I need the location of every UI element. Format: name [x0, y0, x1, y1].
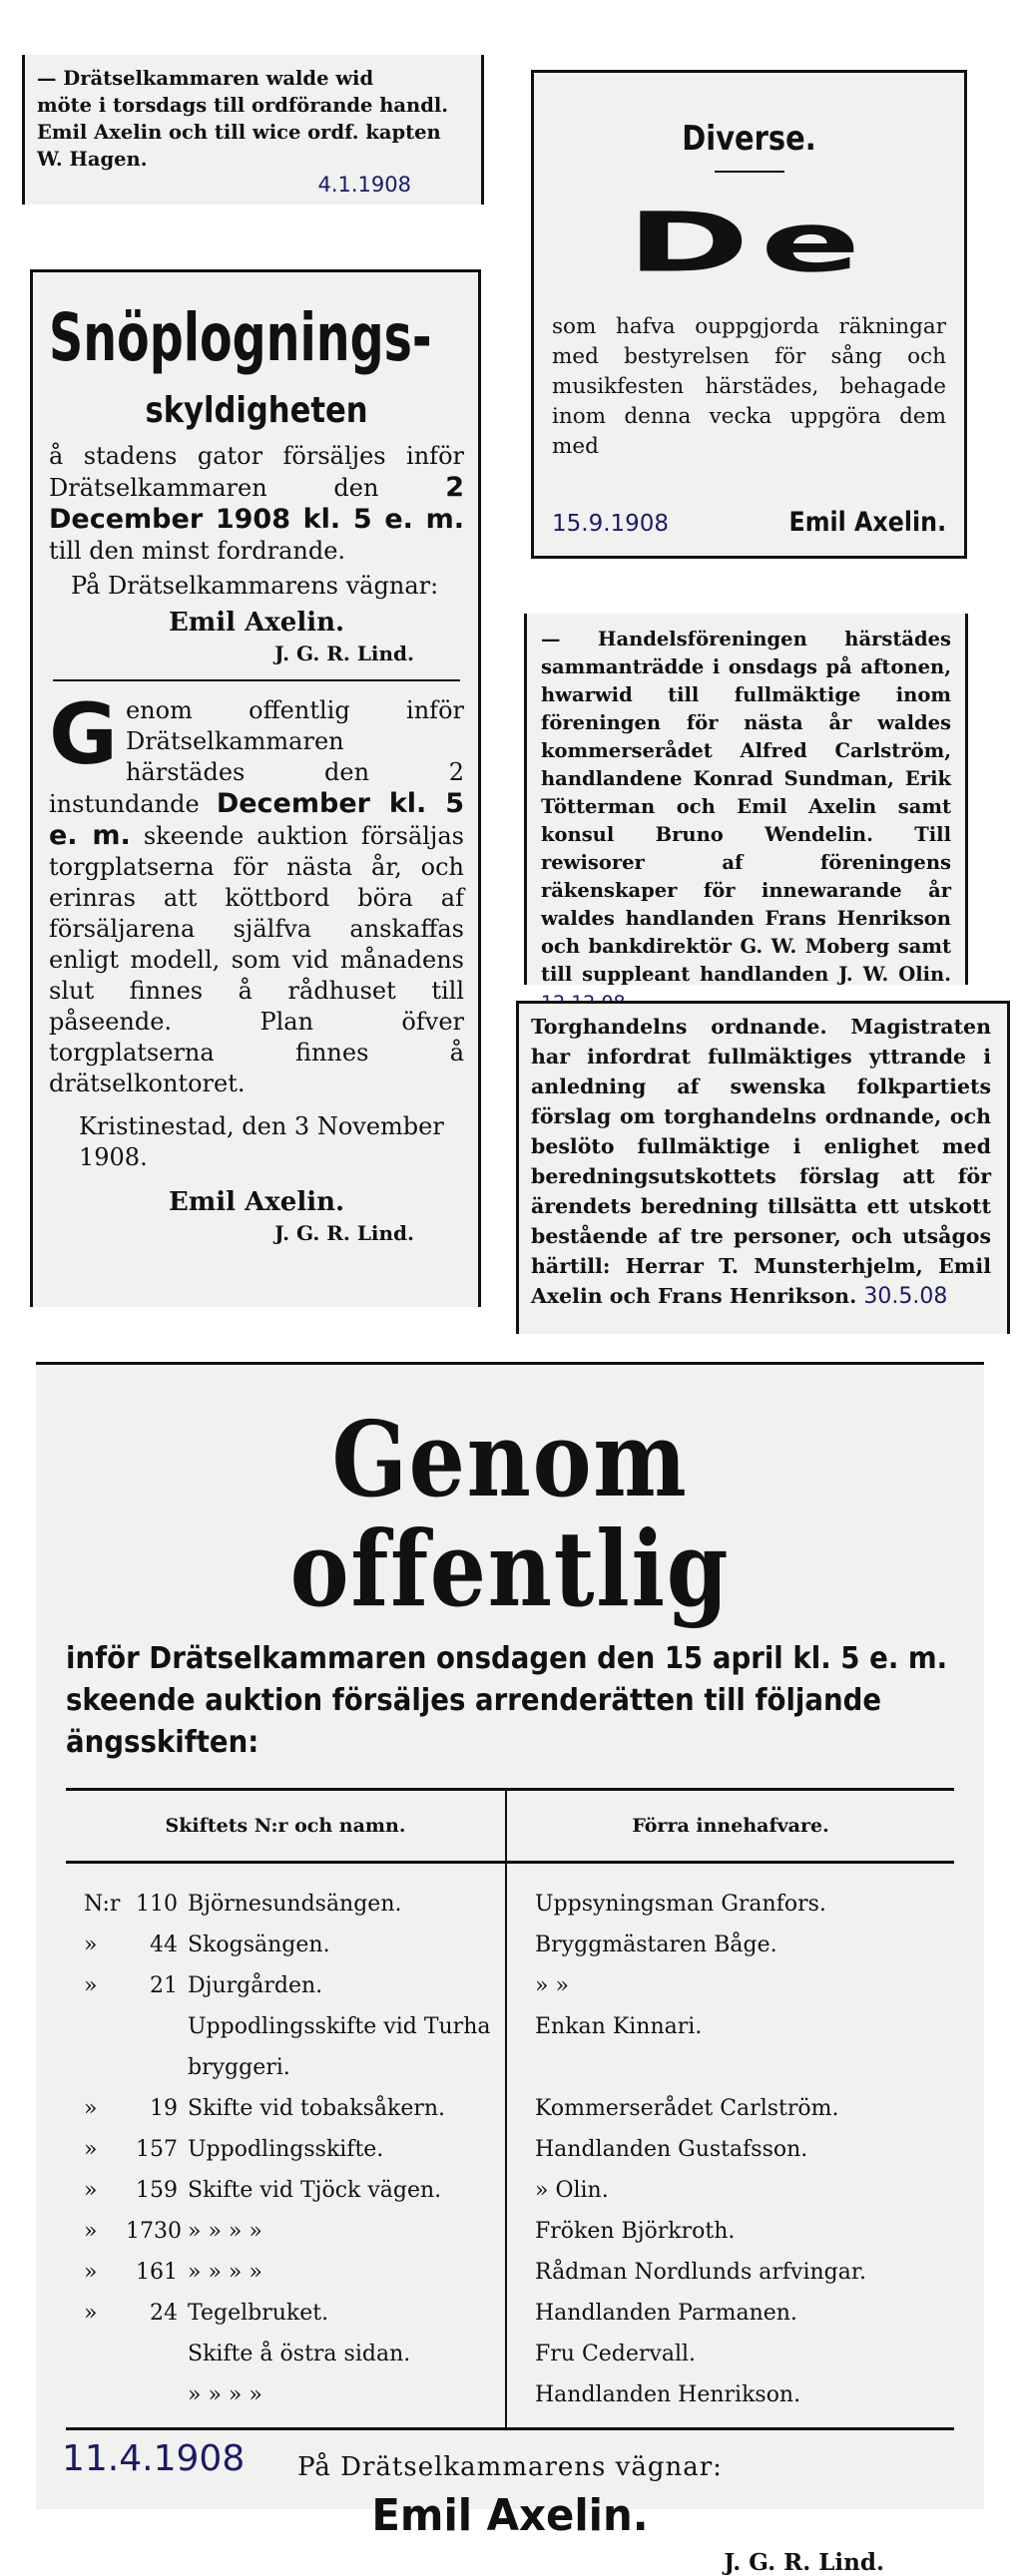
notice-body: som hafva ouppgjorda räkningar med bestyrelsen för sång och musikfesten härstädes, behagade inom denna vecka uppgöra dem med	[552, 314, 946, 459]
row-name: Uppodlingsskifte.	[188, 2137, 384, 2162]
signature-name: Emil Axelin.	[168, 608, 345, 638]
row-owner: » Olin.	[535, 2178, 609, 2203]
body-text: till den minst fordrande.	[49, 537, 346, 565]
row-name: Uppodlingsskifte vid Turha	[188, 2014, 491, 2039]
row-name: Björnesundsängen.	[188, 1892, 402, 1917]
place-date-line: Kristinestad, den 3 November 1908.	[79, 1112, 444, 1171]
row-name: » » » »	[188, 2260, 262, 2285]
clipping-trade-association	[524, 614, 968, 985]
row-number: 157	[136, 2137, 178, 2162]
signature-name: Emil Axelin.	[371, 2490, 649, 2541]
table-row	[66, 2334, 954, 2374]
body-text: Torghandelns ordnande. Magistraten har infordrat fullmäktiges yttrande i anledning af swenska folkpartiets förslag om torghandelns ordnande, och beslöto fullmäktige i enlighet med beredningsutskottets förslag att för ärendets beredning tillsätta ett utskott bestående af tre personer, och utsågos härtill: Herrar T. Munsterhjelm, Emil Axelin och Frans Henrikson.	[531, 1015, 991, 1308]
row-owner: Fröken Björkroth.	[535, 2219, 736, 2244]
row-name: Skifte å östra sidan.	[188, 2342, 411, 2366]
behalf-line: På Drätselkammarens vägnar:	[297, 2452, 723, 2482]
row-owner: Kommerserådet Carlström.	[535, 2096, 839, 2121]
clipping-diverse-notice	[531, 70, 967, 559]
row-name: Skifte vid tobaksåkern.	[188, 2096, 446, 2121]
column-header: Förra innehafvare.	[632, 1815, 829, 1837]
row-number: 161	[136, 2260, 178, 2285]
table-row	[66, 2211, 954, 2252]
row-prefix: »	[84, 2260, 98, 2285]
row-prefix	[66, 2374, 126, 2415]
body-text: enom offentlig inför Drätselkammaren härstädes den 2 instundande	[49, 696, 464, 818]
advert-body	[49, 441, 464, 567]
row-number: 19	[150, 2096, 178, 2121]
advert-title: Snöplognings-	[49, 299, 432, 376]
row-owner: Handlanden Henrikson.	[535, 2382, 801, 2407]
body-text: å stadens gator försäljes inför Drätselkammaren den	[49, 442, 464, 502]
table-row	[66, 2088, 954, 2129]
row-number	[126, 2047, 188, 2088]
row-prefix: »	[84, 2178, 98, 2203]
news-body	[541, 626, 951, 1017]
row-prefix	[66, 2047, 126, 2088]
row-owner: » »	[535, 1973, 569, 1998]
meadow-table	[66, 1788, 954, 2430]
signature-secondary: J. G. R. Lind.	[724, 2549, 884, 2576]
advert-body	[49, 685, 464, 1099]
date-annotation: 11.4.1908	[62, 2438, 246, 2479]
notice-footer	[552, 507, 946, 538]
table-row	[66, 2170, 954, 2211]
advert-title: Genom offentlig	[289, 1398, 731, 1630]
advert-intro: inför Drätselkammaren onsdagen den 15 april kl. 5 e. m. skeende auktion försäljes arrenderätten till följande ängsskiften:	[66, 1641, 948, 1760]
row-number: 110	[136, 1892, 178, 1917]
row-owner: Bryggmästaren Båge.	[535, 1932, 777, 1957]
row-number: 159	[136, 2178, 178, 2203]
row-number	[126, 2334, 188, 2374]
divider	[715, 171, 784, 173]
row-number: 1730	[126, 2219, 182, 2244]
body-emphasis: 2 December 1908 kl. 5 e. m.	[49, 472, 464, 535]
row-owner	[505, 2047, 954, 2088]
date-annotation: 4.1.1908	[317, 173, 411, 197]
clipping-meadow-auction	[36, 1362, 984, 2576]
clipping-drätselkammaren-election	[22, 55, 484, 205]
table-row	[66, 1925, 954, 1965]
row-number: 21	[150, 1973, 178, 1998]
body-emphasis: December kl. 5 e. m.	[49, 788, 464, 851]
row-number	[126, 2006, 188, 2047]
row-name: bryggeri.	[188, 2055, 290, 2080]
signature-name: Emil Axelin.	[168, 1187, 345, 1217]
clipping-text-line: W. Hagen.	[37, 148, 148, 171]
clipping-market-trade	[516, 1001, 1010, 1334]
section-heading: Diverse.	[682, 119, 816, 159]
row-name: Tegelbruket.	[188, 2301, 329, 2326]
table-body	[66, 1864, 954, 2427]
row-owner: Fru Cedervall.	[535, 2342, 697, 2366]
signature-secondary: J. G. R. Lind.	[274, 1221, 414, 1245]
row-name: Djurgården.	[188, 1973, 323, 1998]
row-prefix: »	[84, 2137, 98, 2162]
table-header	[66, 1791, 954, 1864]
row-owner: Enkan Kinnari.	[535, 2014, 703, 2039]
date-annotation: 15.9.1908	[552, 511, 670, 537]
clipping-text-line: — Drätselkammaren walde wid	[37, 67, 374, 90]
behalf-line: På Drätselkammarens vägnar:	[71, 572, 439, 600]
table-row	[66, 2006, 954, 2047]
table-row	[66, 2252, 954, 2293]
row-prefix: »	[84, 1973, 98, 1998]
row-prefix	[66, 2006, 126, 2047]
drop-cap: G	[49, 685, 118, 783]
row-prefix: »	[84, 2301, 98, 2326]
row-number	[126, 2374, 188, 2415]
row-prefix	[66, 2334, 126, 2374]
clipping-text-line: möte i torsdags till ordförande handl.	[37, 94, 449, 117]
table-row	[66, 1884, 954, 1925]
row-number: 24	[150, 2301, 178, 2326]
row-name: » » » »	[188, 2382, 262, 2407]
table-row	[66, 2293, 954, 2334]
row-name: Skogsängen.	[188, 1932, 330, 1957]
row-owner: Handlanden Gustafsson.	[535, 2137, 808, 2162]
table-row	[66, 2129, 954, 2170]
table-row	[66, 2374, 954, 2415]
row-prefix: »	[84, 2219, 98, 2244]
row-owner: Uppsyningsman Granfors.	[535, 1892, 826, 1917]
body-text: skeende auktion försäljas torgplatserna för nästa år, och erinras att köttbord böra af försäljarena själfva anskaffas enligt modell, som vid månadens slut finnes å rådhuset till påseende. Plan öfver torgplatserna finnes å drätselkontoret.	[49, 822, 464, 1097]
row-prefix: »	[84, 1932, 98, 1957]
row-owner: Rådman Nordlunds arfvingar.	[535, 2260, 866, 2285]
signature-name: Emil Axelin.	[788, 507, 946, 538]
table-row	[66, 2047, 954, 2088]
column-header: Skiftets N:r och namn.	[66, 1791, 507, 1861]
body-text: — Handelsföreningen härstädes sammanträdde i onsdags på aftonen, hwarwid till fullmäktige inom föreningen för nästa år waldes kommerserådet Alfred Carlström, handlandene Konrad Sundman, Erik Tötterman och Emil Axelin samt konsul Bruno Wendelin. Till rewisorer af föreningens räkenskaper för innewarande år waldes handlanden Frans Henrikson och bankdirektör G. W. Moberg samt till suppleant handlanden J. W. Olin.	[541, 628, 951, 986]
date-annotation: 30.5.08	[863, 1284, 948, 1309]
signature-secondary: J. G. R. Lind.	[274, 642, 414, 665]
clipping-snowplow-auction	[30, 269, 481, 1307]
divider	[53, 679, 460, 681]
row-name: » » » »	[188, 2219, 262, 2244]
row-prefix: N:r	[84, 1892, 121, 1917]
row-number: 44	[150, 1932, 178, 1957]
row-name: Skifte vid Tjöck vägen.	[188, 2178, 442, 2203]
row-prefix: »	[84, 2096, 98, 2121]
display-word: De	[626, 195, 872, 290]
advert-subtitle: skyldigheten	[145, 390, 368, 431]
row-owner: Handlanden Parmanen.	[535, 2301, 797, 2326]
news-body	[531, 1012, 991, 1312]
table-row	[66, 1965, 954, 2006]
clipping-text-line: Emil Axelin och till wice ordf. kapten	[37, 121, 441, 144]
